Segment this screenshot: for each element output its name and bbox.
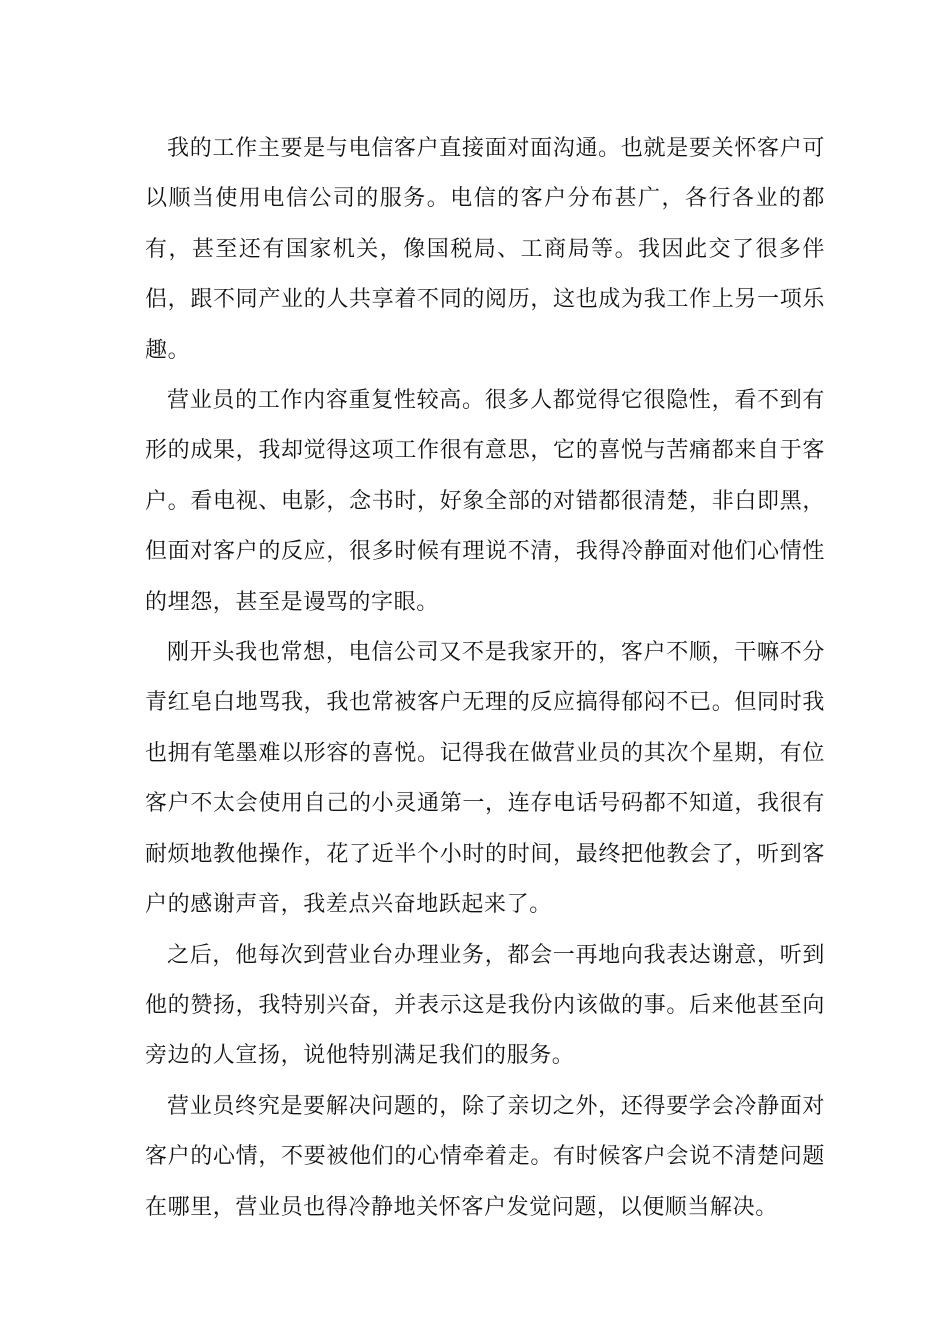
paragraph-4: 之后，他每次到营业台办理业务，都会一再地向我表达谢意，听到他的赞扬，我特别兴奋，并表示这是我份内该做的事。后来他甚至向旁边的人宣扬，说他特别满足我们的服务。 <box>145 942 825 1069</box>
paragraph-1: 我的工作主要是与电信客户直接面对面沟通。也就是要关怀客户可以顺当使用电信公司的服务。电信的客户分布甚广，各行各业的都有，甚至还有国家机关，像国税局、工商局等。我因此交了很多伴侣，跟不同产业的人共享着不同的阅历，这也成为我工作上另一项乐趣。 <box>145 136 825 363</box>
paragraph-3: 刚开头我也常想，电信公司又不是我家开的，客户不顺，干嘛不分青红皂白地骂我，我也常被客户无理的反应搞得郁闷不已。但同时我也拥有笔墨难以形容的喜悦。记得我在做营业员的其次个星期，有位客户不太会使用自己的小灵通第一，连存电话号码都不知道，我很有耐烦地教他操作，花了近半个小时的时间，最终把他教会了，听到客户的感谢声音，我差点兴奋地跃起来了。 <box>145 640 825 918</box>
document-body <box>145 124 825 1233</box>
paragraph-5: 营业员终究是要解决问题的，除了亲切之外，还得要学会冷静面对客户的心情，不要被他们的心情牵着走。有时候客户会说不清楚问题在哪里，营业员也得冷静地关怀客户发觉问题，以便顺当解决。 <box>145 1093 825 1220</box>
paragraph-2: 营业员的工作内容重复性较高。很多人都觉得它很隐性，看不到有形的成果，我却觉得这项工作很有意思，它的喜悦与苦痛都来自于客户。看电视、电影，念书时，好象全部的对错都很清楚，非白即黑，但面对客户的反应，很多时候有理说不清，我得冷静面对他们心情性的埋怨，甚至是谩骂的字眼。 <box>145 388 825 615</box>
